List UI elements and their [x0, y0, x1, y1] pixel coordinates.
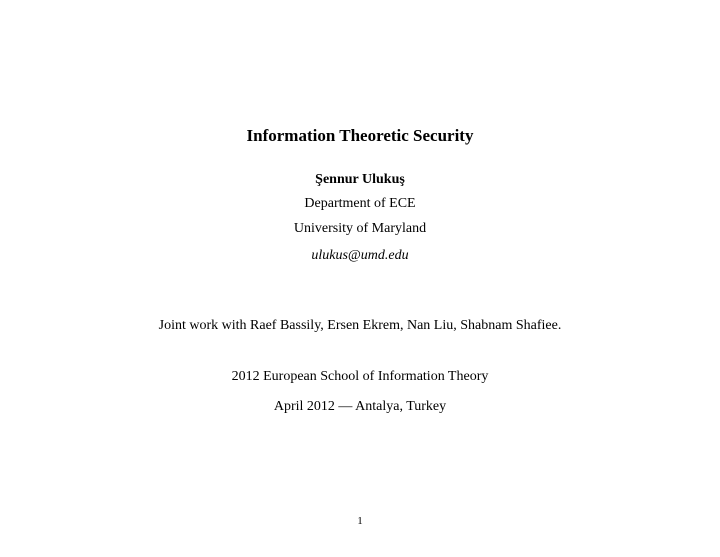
slide-title: Information Theoretic Security [246, 126, 474, 145]
page-number: 1 [357, 515, 363, 527]
author-name: Şennur Ulukuş [315, 172, 405, 187]
joint-work-line: Joint work with Raef Bassily, Ersen Ekrem, Nan Liu, Shabnam Shafiee. [158, 318, 562, 333]
author-email: ulukus@umd.edu [311, 248, 409, 263]
date-location: April 2012 — Antalya, Turkey [273, 399, 447, 414]
school-name: 2012 European School of Information Theory [231, 369, 489, 384]
author-department: Department of ECE [304, 196, 416, 211]
author-university: University of Maryland [293, 221, 427, 236]
